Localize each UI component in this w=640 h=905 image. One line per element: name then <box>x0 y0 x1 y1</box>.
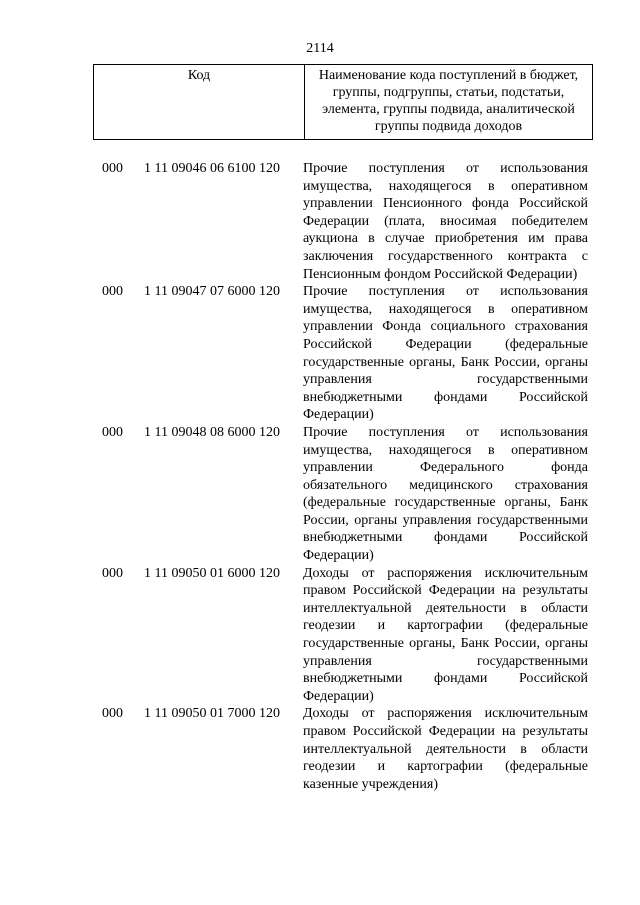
admin-code: 000 <box>102 565 123 581</box>
income-description: Прочие поступления от использования имущества, находящегося в оперативном управлении Федерального фонда обязательного медицинского страхования (федеральные государственные органы, Банк России, органы управления государственными внебюджетными фондами Российской Федерации) <box>303 424 588 564</box>
admin-code: 000 <box>102 284 123 300</box>
header-name-cell: Наименование кода поступлений в бюджет, группы, подгруппы, статьи, подстатьи, элемента, группы подвида, аналитической группы подвида доходов <box>305 65 593 140</box>
income-code-list <box>0 160 640 793</box>
list-item <box>0 424 640 565</box>
header-code-cell: Код <box>94 65 305 140</box>
admin-code: 000 <box>102 424 123 440</box>
header-row <box>94 65 593 140</box>
income-code: 1 11 09046 06 6100 120 <box>144 161 280 176</box>
list-item <box>0 565 640 706</box>
list-item <box>0 705 640 793</box>
page-number: 2114 <box>306 41 334 56</box>
income-description: Доходы от распоряжения исключительным правом Российской Федерации на результаты интеллектуальной деятельности в области геодезии и картографии (федеральные государственные органы, Банк России, органы управления государственными внебюджетными фондами Российской Федерации) <box>303 565 588 704</box>
income-description: Доходы от распоряжения исключительным правом Российской Федерации на результаты интеллектуальной деятельности в области геодезии и картографии (федеральные казенные учреждения) <box>303 706 588 792</box>
list-item <box>0 283 640 424</box>
income-description: Прочие поступления от использования имущества, находящегося в оперативном управлении Фонда социального страхования Российской Федерации (федеральные государственные органы, Банк России, органы управления государственными внебюджетными фондами Российской Федерации) <box>303 284 588 423</box>
admin-code: 000 <box>102 706 123 722</box>
income-description: Прочие поступления от использования имущества, находящегося в оперативном управлении Пенсионного фонда Российской Федерации (плата, вносимая победителем аукциона в случае приобретения им права заключения государственного контракта с Пенсионным фондом Российской Федерации) <box>303 161 588 282</box>
income-code: 1 11 09050 01 7000 120 <box>144 706 280 722</box>
header-table <box>93 64 593 140</box>
admin-code: 000 <box>102 161 123 176</box>
list-item <box>0 160 640 283</box>
income-code: 1 11 09050 01 6000 120 <box>144 565 280 581</box>
income-code: 1 11 09048 08 6000 120 <box>144 424 280 440</box>
income-code: 1 11 09047 07 6000 120 <box>144 284 280 300</box>
